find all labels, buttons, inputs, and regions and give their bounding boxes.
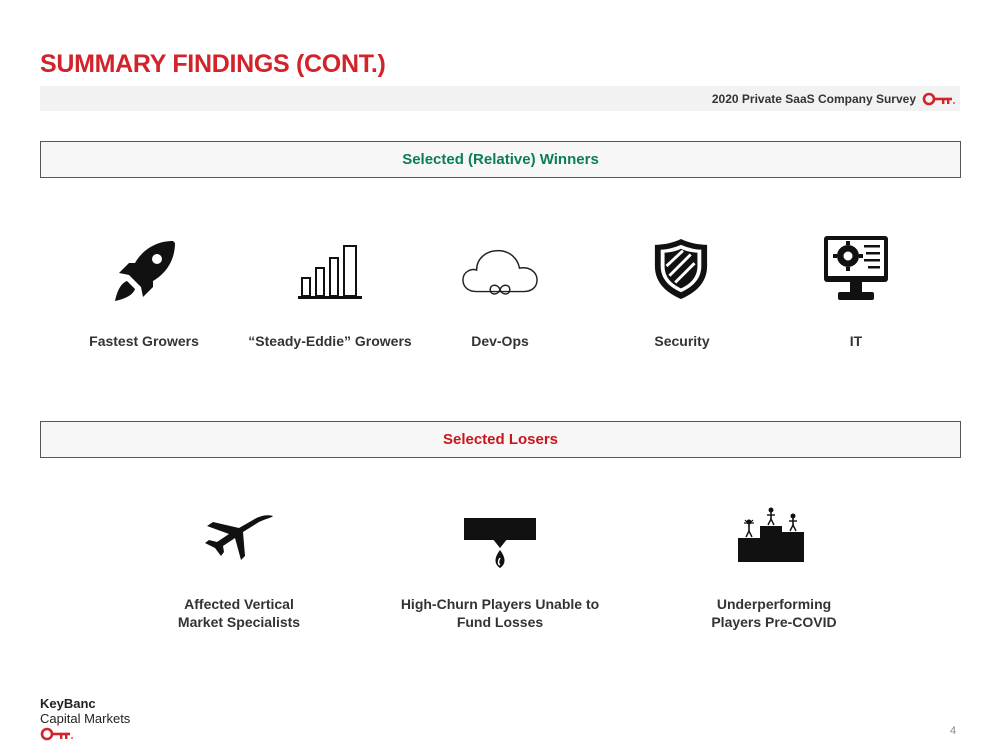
winner-label: Dev-Ops — [471, 333, 529, 349]
podium-icon — [738, 506, 804, 562]
loser-label-line1: Underperforming — [716, 596, 832, 612]
footer-brand-sub: Capital Markets — [40, 711, 131, 726]
losers-heading-box — [40, 421, 961, 458]
winner-it — [796, 236, 916, 356]
key-logo-icon — [922, 92, 956, 106]
winner-dev-ops — [440, 236, 560, 356]
subtitle-bar — [40, 86, 960, 111]
loser-underperforming-players — [684, 500, 864, 630]
bar-chart-icon — [296, 244, 364, 300]
winner-steady-eddie-growers — [230, 236, 430, 356]
winner-label: Security — [654, 333, 710, 349]
loser-label-line2: Fund Losses — [456, 614, 544, 630]
leaking-pipe-icon — [464, 516, 536, 570]
loser-label-line1: High-Churn Players Unable to — [400, 596, 600, 612]
winner-security — [622, 236, 742, 356]
shield-icon — [652, 236, 710, 302]
loser-high-churn-players — [380, 510, 620, 630]
winners-heading-box — [40, 141, 961, 178]
winner-label: IT — [849, 333, 863, 349]
cloud-infinity-icon — [461, 246, 539, 302]
losers-heading: Selected Losers — [442, 431, 559, 448]
page-title: SUMMARY FINDINGS (CONT.) — [40, 50, 386, 78]
winners-heading: Selected (Relative) Winners — [402, 151, 599, 168]
winner-label: Fastest Growers — [89, 333, 199, 349]
key-logo-icon — [40, 727, 74, 741]
keybanc-logo — [40, 697, 130, 741]
footer-brand: KeyBanc — [40, 696, 96, 711]
page-number: 4 — [950, 725, 957, 737]
airplane-icon — [203, 514, 275, 564]
computer-gear-icon — [824, 236, 888, 300]
winner-label: “Steady-Eddie” Growers — [248, 333, 412, 349]
loser-label-line1: Affected Vertical — [184, 596, 294, 612]
loser-label-line2: Players Pre-COVID — [711, 614, 837, 630]
loser-vertical-specialists — [144, 510, 334, 630]
rocket-icon — [113, 239, 177, 303]
survey-subtitle: 2020 Private SaaS Company Survey — [711, 92, 916, 106]
winner-fastest-growers — [74, 236, 214, 356]
loser-label-line2: Market Specialists — [177, 614, 301, 630]
